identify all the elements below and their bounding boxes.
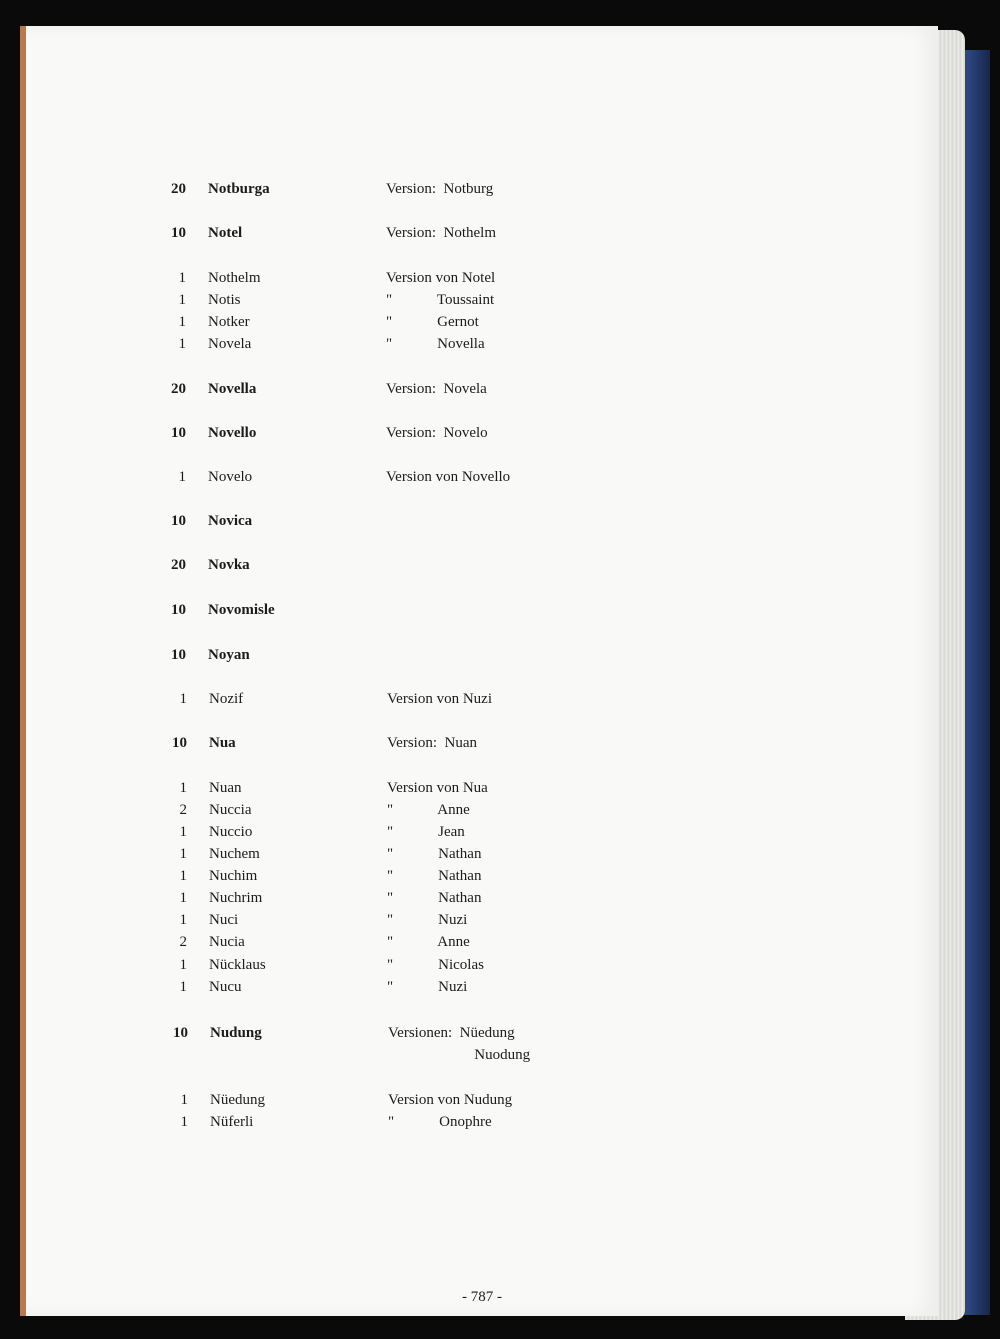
entry-name: Nuccio [209, 824, 253, 840]
list-entry [146, 289, 746, 311]
entry-version: Version: Novelo [386, 425, 488, 441]
entry-count: 2 [179, 934, 187, 950]
entry-count: 1 [178, 469, 186, 485]
list-entry [146, 267, 746, 289]
entry-count: 1 [180, 1092, 188, 1108]
list-entry [148, 1089, 748, 1111]
entry-version: " Nathan [387, 846, 482, 862]
entry-name: Novella [208, 381, 257, 397]
list-entry [147, 732, 747, 754]
entry-version: " Nathan [387, 890, 482, 906]
entry-count: 10 [171, 225, 186, 241]
entry-version: " Novella [386, 336, 485, 352]
list-entry [146, 554, 746, 576]
entry-version: Version: Nuan [387, 735, 477, 751]
entry-count: 1 [179, 824, 187, 840]
entry-name: Nuchem [209, 846, 260, 862]
list-entry [147, 821, 747, 843]
entry-version: " Nathan [387, 868, 482, 884]
entry-count: 1 [179, 868, 187, 884]
entry-version: Version von Nua [387, 780, 488, 796]
entry-name: Novello [208, 425, 257, 441]
list-entry [148, 1022, 748, 1044]
list-entry [146, 333, 746, 355]
entry-version: Nuodung [388, 1047, 531, 1063]
entry-name: Nüedung [210, 1092, 265, 1108]
entry-name: Nozif [209, 691, 244, 707]
entry-name: Notis [208, 292, 241, 308]
list-entry [147, 887, 747, 909]
list-entry [147, 954, 747, 976]
entry-version: Versionen: Nüedung [388, 1025, 515, 1041]
entry-name: Nücklaus [209, 957, 266, 973]
book-page [20, 26, 938, 1316]
list-entry [146, 644, 746, 666]
list-entry [146, 378, 746, 400]
entry-count: 10 [171, 425, 186, 441]
list-entry [147, 777, 747, 799]
entry-version: " Anne [387, 934, 470, 950]
list-entry [146, 222, 746, 244]
list-entry [146, 466, 746, 488]
entry-name: Nuchim [209, 868, 258, 884]
entry-version: " Gernot [386, 314, 479, 330]
entry-name: Nucia [209, 934, 245, 950]
entry-count: 1 [179, 957, 187, 973]
list-entry [146, 311, 746, 333]
entry-version: " Anne [387, 802, 470, 818]
entry-name: Novka [208, 557, 250, 573]
entry-name: Novica [208, 513, 253, 529]
entry-name: Nothelm [208, 270, 261, 286]
entry-name: Nua [209, 735, 236, 751]
list-entry [148, 1111, 748, 1133]
entry-count: 1 [179, 780, 187, 796]
entry-version: " Nicolas [387, 957, 484, 973]
list-entry [148, 1044, 748, 1066]
entry-count: 1 [179, 979, 187, 995]
list-entry [146, 178, 746, 200]
entry-version: " Nuzi [387, 979, 468, 995]
entry-count: 10 [171, 647, 186, 663]
entry-name: Notel [208, 225, 243, 241]
entry-version: Version: Nothelm [386, 225, 496, 241]
entry-name: Nudung [210, 1025, 262, 1041]
entry-count: 10 [171, 513, 186, 529]
entry-name: Nuchrim [209, 890, 263, 906]
entry-version: Version von Nudung [388, 1092, 513, 1108]
entry-version: " Toussaint [386, 292, 495, 308]
list-entry [147, 909, 747, 931]
list-entry [147, 799, 747, 821]
entry-count: 1 [180, 1114, 188, 1130]
entry-count: 1 [178, 292, 186, 308]
entry-count: 1 [179, 691, 187, 707]
entry-name: Novomisle [208, 602, 275, 618]
entry-version: " Jean [387, 824, 465, 840]
entry-version: Version: Notburg [386, 181, 494, 197]
entry-version: " Onophre [388, 1114, 492, 1130]
entry-name: Novela [208, 336, 252, 352]
entry-version: Version von Notel [386, 270, 496, 286]
entry-count: 10 [171, 602, 186, 618]
entry-count: 20 [171, 381, 186, 397]
list-entry [147, 688, 747, 710]
entry-name: Notker [208, 314, 250, 330]
list-entry [147, 976, 747, 998]
entry-name: Nuci [209, 912, 239, 928]
entry-count: 1 [179, 890, 187, 906]
entry-name: Nuccia [209, 802, 252, 818]
entry-version: " Nuzi [387, 912, 468, 928]
list-entry [146, 422, 746, 444]
entry-count: 1 [179, 846, 187, 862]
entry-name: Novelo [208, 469, 253, 485]
entry-count: 10 [172, 735, 187, 751]
page-number: - 787 - [462, 1289, 502, 1305]
list-entry [146, 510, 746, 532]
entry-version: Version von Nuzi [387, 691, 492, 707]
entry-name: Nüferli [210, 1114, 254, 1130]
entry-name: Nuan [209, 780, 242, 796]
list-entry [146, 599, 746, 621]
entry-version: Version von Novello [386, 469, 511, 485]
entry-count: 1 [178, 270, 186, 286]
list-entry [147, 865, 747, 887]
entry-name: Nucu [209, 979, 242, 995]
entry-count: 1 [178, 314, 186, 330]
entry-name: Noyan [208, 647, 250, 663]
list-entry [147, 843, 747, 865]
list-entry [147, 931, 747, 953]
entry-count: 2 [179, 802, 187, 818]
entry-name: Notburga [208, 181, 270, 197]
entry-count: 20 [171, 181, 186, 197]
entry-count: 10 [173, 1025, 188, 1041]
entry-count: 20 [171, 557, 186, 573]
entry-version: Version: Novela [386, 381, 487, 397]
entry-count: 1 [178, 336, 186, 352]
entry-count: 1 [179, 912, 187, 928]
